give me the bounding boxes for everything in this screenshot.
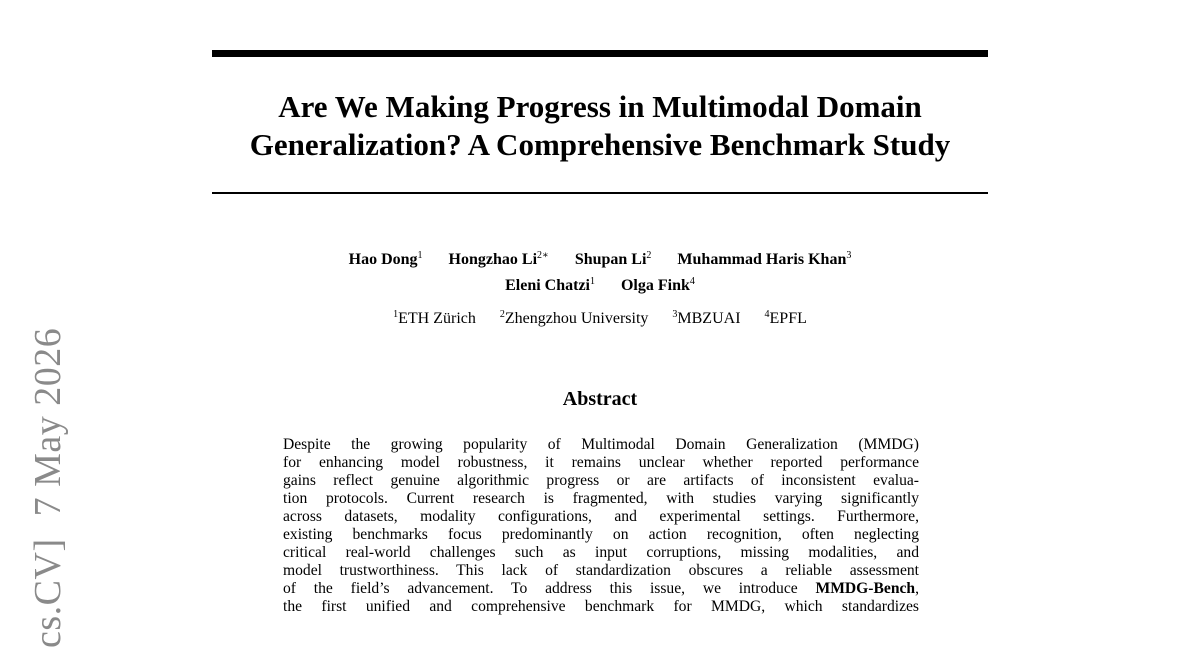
author: Shupan Li$^2$: [574, 250, 652, 268]
abstract-line: gains reflect genuine algorithmic progress or are artifacts of inconsistent evalua-: [283, 472, 919, 489]
author-line-1: [212, 247, 988, 273]
affiliation-list: [212, 308, 988, 330]
abstract-line: across datasets, modality configurations, and experimental settings. Furthermore,: [283, 508, 919, 525]
affiliation: $^2$Zhengzhou University: [499, 309, 649, 327]
title-bottom-rule: [212, 192, 988, 194]
abstract-line: of the field’s advancement. To address this issue, we introduce MMDG-Bench,: [283, 580, 919, 597]
affiliation: $^1$ETH Zürich: [393, 309, 476, 327]
abstract-line: tion protocols. Current research is fragmented, with studies varying significantly: [283, 490, 919, 507]
abstract-line: model trustworthiness. This lack of standardization obscures a reliable assessment: [283, 562, 919, 579]
author: Olga Fink$^4$: [620, 276, 695, 294]
author: Muhammad Haris Khan$^3$: [677, 250, 852, 268]
abstract-line: existing benchmarks focus predominantly on action recognition, often neglecting: [283, 526, 919, 543]
arxiv-category: cs.CV]: [27, 538, 69, 648]
abstract-heading: Abstract: [562, 388, 638, 410]
paper-title-line-2: Generalization? A Comprehensive Benchmark Study: [249, 127, 951, 162]
author: Hongzhao $Li^{2∗}$: [448, 250, 549, 268]
abstract-line: for enhancing model robustness, it remains unclear whether reported performance: [283, 454, 919, 471]
author-list: [212, 247, 988, 299]
arxiv-side-stamp: [26, 328, 70, 648]
author-line-2: [212, 273, 988, 299]
affiliation: $^3$MBZUAI: [672, 309, 741, 327]
affiliation: $^4$EPFL: [764, 309, 807, 327]
title-top-rule: [212, 50, 988, 57]
arxiv-date: 7 May 2026: [27, 327, 69, 517]
benchmark-name: MMDG-Bench: [815, 580, 916, 597]
abstract-line: critical real-world challenges such as input corruptions, missing modalities, and: [283, 544, 919, 561]
author: Hao Dong$^1$: [348, 250, 423, 268]
abstract-body: [283, 436, 919, 616]
abstract-line: the first unified and comprehensive benchmark for MMDG, which standardizes: [283, 598, 919, 615]
abstract-line: Despite the growing popularity of Multimodal Domain Generalization (MMDG): [283, 436, 919, 453]
author: Eleni Chatzi$^1$: [505, 276, 595, 294]
paper-title-line-1: Are We Making Progress in Multimodal Domain: [278, 89, 922, 124]
paper-title: [212, 88, 988, 164]
